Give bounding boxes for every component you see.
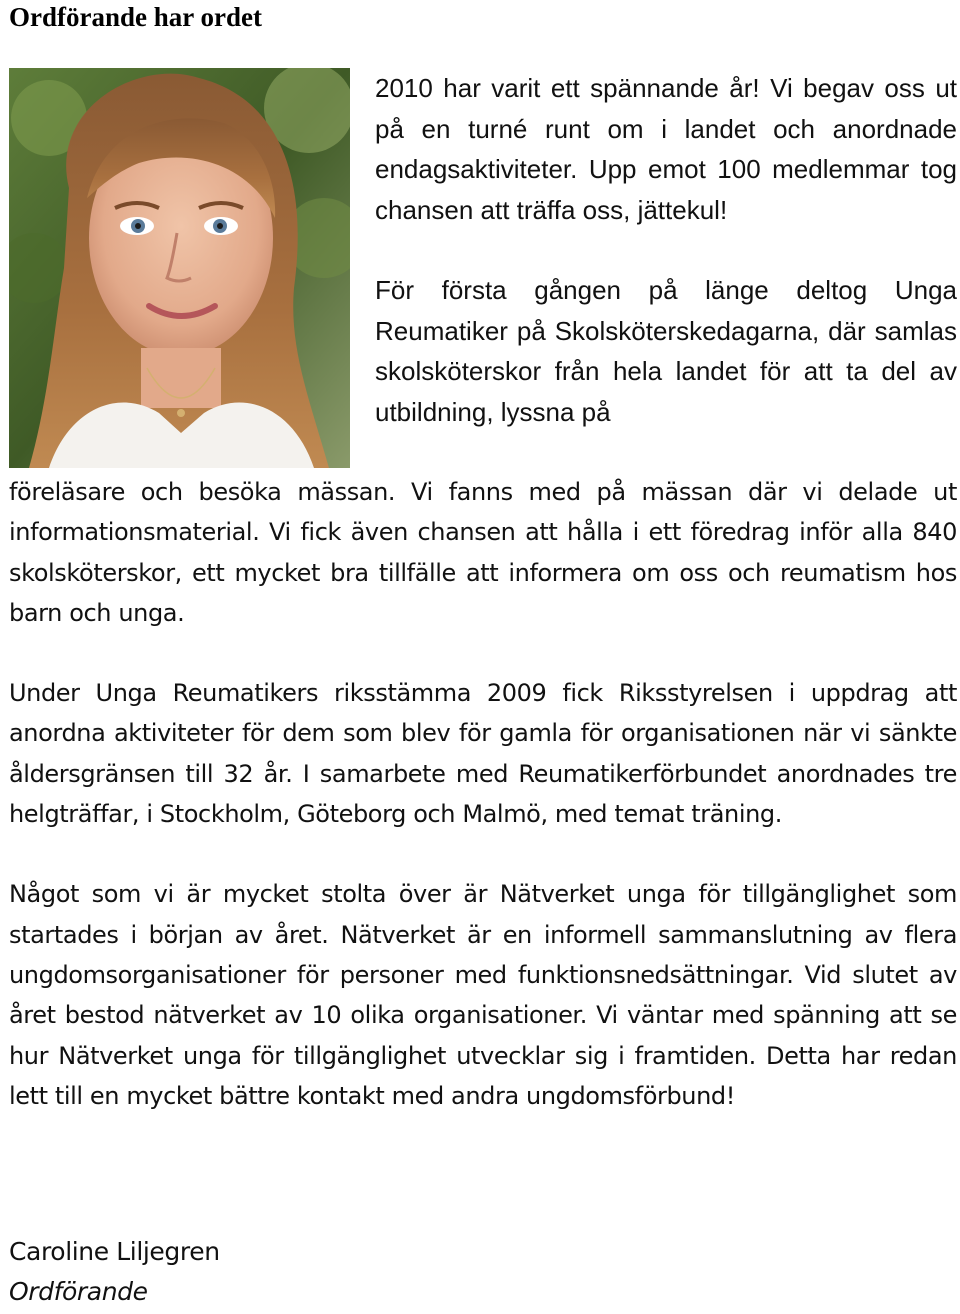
intro-paragraph: För första gången på länge deltog Unga Reumatiker på Skolsköterskedagarna, där samlas skolsköterskor från hela landet för att ta del av utbildning, lyssna på bbox=[375, 275, 957, 427]
document-page bbox=[9, 0, 957, 1306]
body-paragraph: Något som vi är mycket stolta över är Nätverket unga för tillgänglighet som startades i början av året. Nätverket är en informell sammanslutning av flera ungdomsorganisationer för personer med funktionsnedsättningar. Vid slutet av året bestod nätverket av 10 olika organisationer. Vi väntar med spänning att se hur Nätverket unga för tillgänglighet utvecklar sig i framtiden. Detta har redan lett till en mycket bättre kontakt med andra ungdomsförbund! bbox=[9, 880, 957, 1110]
signature-role: Ordförande bbox=[9, 1277, 148, 1306]
intro-column bbox=[375, 68, 957, 472]
continuation-paragraph: föreläsare och besöka mässan. Vi fanns med på mässan där vi delade ut informationsmaterial. Vi fick även chansen att hålla i ett föredrag inför alla 840 skolsköterskor, ett mycket bra tillfälle att informera om oss och reumatism hos barn och unga. bbox=[9, 478, 957, 627]
body-paragraph: Under Unga Reumatikers riksstämma 2009 fick Riksstyrelsen i uppdrag att anordna aktiviteter för dem som blev för gamla för organisationen när vi sänkte åldersgränsen till 32 år. I samarbete med Reumatikerförbundet anordnades tre helgträffar, i Stockholm, Göteborg och Malmö, med temat träning. bbox=[9, 679, 957, 829]
portrait-photo bbox=[9, 68, 350, 468]
signature-name: Caroline Liljegren bbox=[9, 1237, 220, 1266]
intro-paragraph: 2010 har varit ett spännande år! Vi begav oss ut på en turné runt om i landet och anordnade endagsaktiviteter. Upp emot 100 medlemmar tog chansen att träffa oss, jättekul! bbox=[375, 73, 957, 225]
portrait-photo-icon bbox=[9, 68, 350, 468]
signature-block bbox=[9, 1232, 609, 1312]
body-text bbox=[9, 472, 957, 1116]
page-title: Ordförande har ordet bbox=[9, 2, 262, 32]
